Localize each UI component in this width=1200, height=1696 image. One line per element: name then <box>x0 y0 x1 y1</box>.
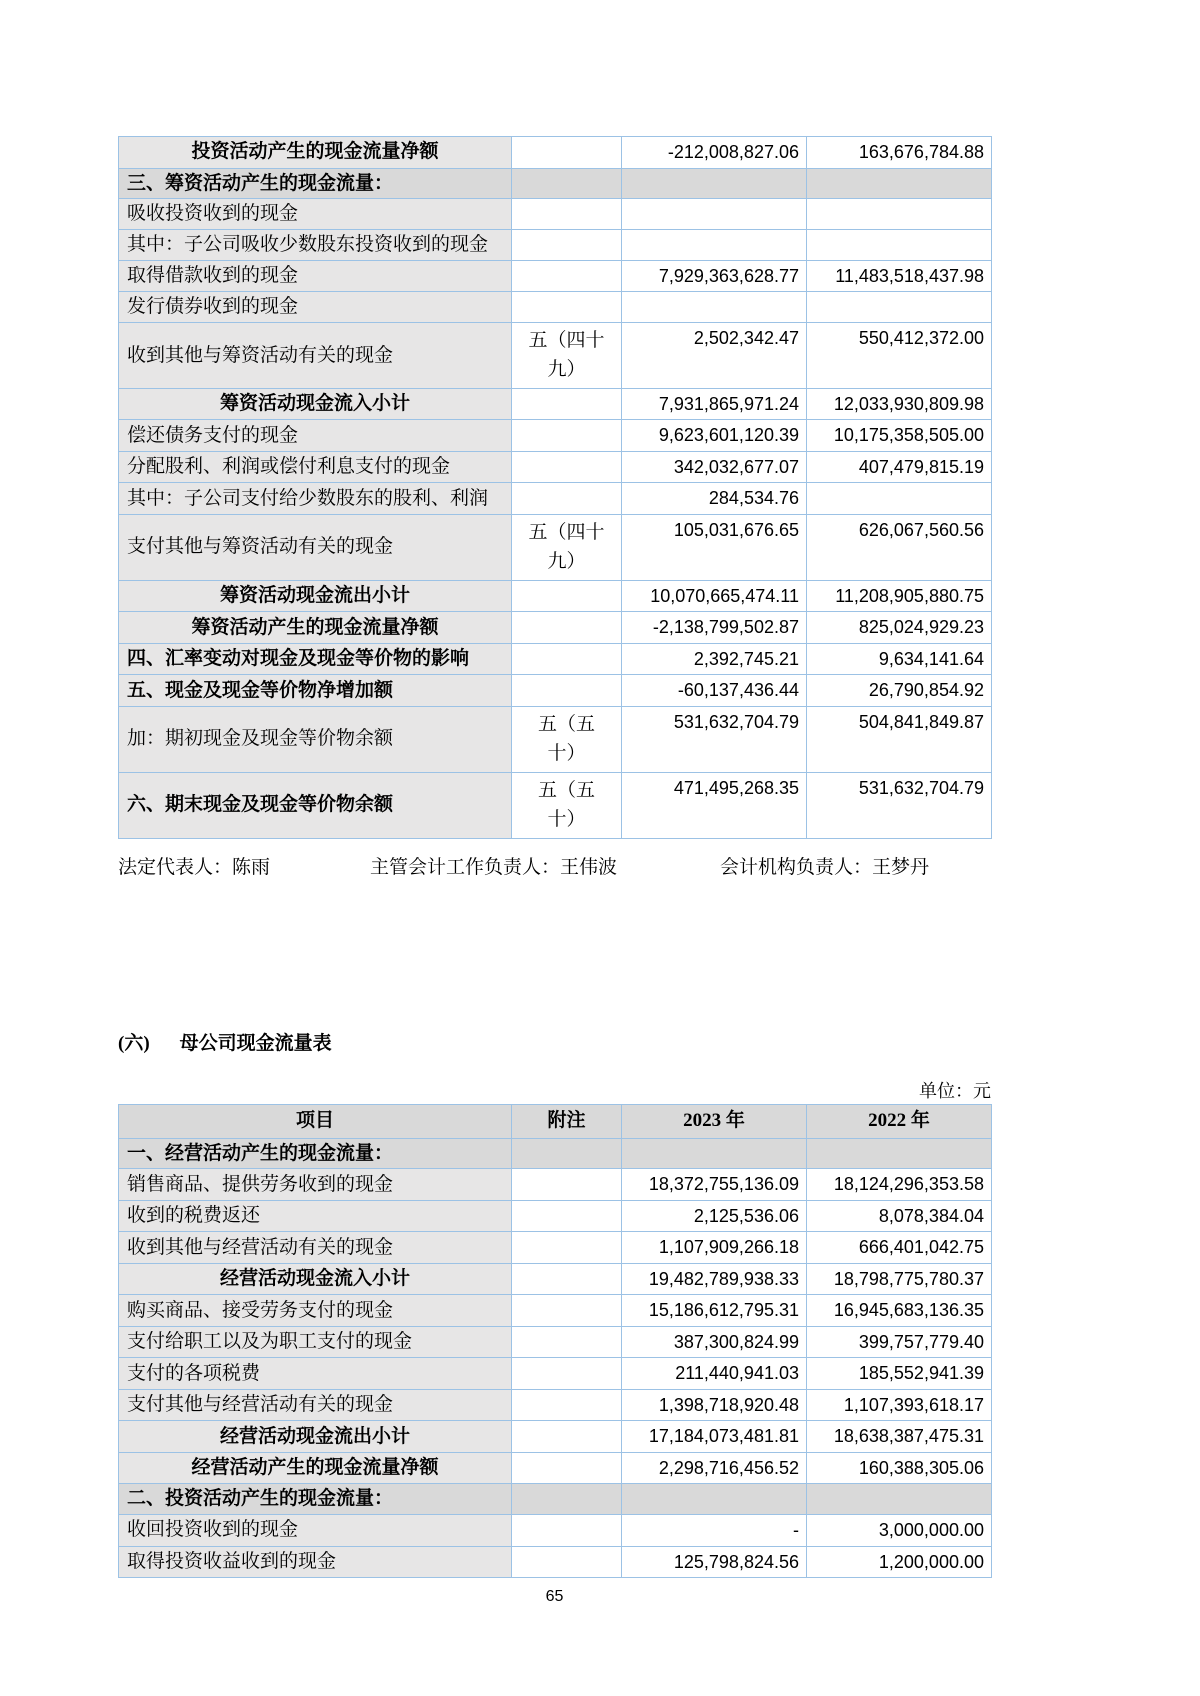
value-2022-cell: 3,000,000.00 <box>807 1515 992 1547</box>
value-2022-cell: 160,388,305.06 <box>807 1452 992 1484</box>
note-cell: 五（五十） <box>512 772 622 838</box>
value-2023-cell: 15,186,612,795.31 <box>622 1295 807 1327</box>
note-cell <box>512 1484 622 1515</box>
item-cell: 四、汇率变动对现金及现金等价物的影响 <box>119 643 512 675</box>
value-2023-cell: 18,372,755,136.09 <box>622 1169 807 1201</box>
table-row <box>119 1484 992 1515</box>
table-row <box>119 260 992 292</box>
value-2022-cell: 18,124,296,353.58 <box>807 1169 992 1201</box>
table-row <box>119 1546 992 1578</box>
value-2023-cell <box>622 1484 807 1515</box>
table-row <box>119 1421 992 1453</box>
value-2022-cell: 16,945,683,136.35 <box>807 1295 992 1327</box>
note-cell <box>512 230 622 261</box>
table-row <box>119 1515 992 1547</box>
note-cell <box>512 1138 622 1169</box>
item-cell: 五、现金及现金等价物净增加额 <box>119 675 512 707</box>
table-row <box>119 1263 992 1295</box>
column-header: 项目 <box>119 1104 512 1138</box>
value-2023-cell: - <box>622 1515 807 1547</box>
note-cell: 五（五十） <box>512 706 622 772</box>
note-cell <box>512 1515 622 1547</box>
item-cell: 取得借款收到的现金 <box>119 260 512 292</box>
value-2022-cell: 185,552,941.39 <box>807 1358 992 1390</box>
value-2022-cell: 626,067,560.56 <box>807 514 992 580</box>
item-cell: 分配股利、利润或偿付利息支付的现金 <box>119 451 512 483</box>
note-cell <box>512 420 622 452</box>
page-content <box>118 0 991 1606</box>
value-2023-cell <box>622 230 807 261</box>
note-cell <box>512 388 622 420</box>
item-cell: 支付其他与经营活动有关的现金 <box>119 1389 512 1421</box>
note-cell <box>512 1326 622 1358</box>
value-2022-cell: 666,401,042.75 <box>807 1232 992 1264</box>
value-2023-cell: 387,300,824.99 <box>622 1326 807 1358</box>
table-row <box>119 612 992 644</box>
value-2023-cell: -60,137,436.44 <box>622 675 807 707</box>
table-row <box>119 580 992 612</box>
value-2023-cell: 2,502,342.47 <box>622 323 807 389</box>
table-row <box>119 1138 992 1169</box>
value-2022-cell: 550,412,372.00 <box>807 323 992 389</box>
accounting-department-head-signature: 会计机构负责人：王梦丹 <box>720 856 930 878</box>
value-2023-cell: 125,798,824.56 <box>622 1546 807 1578</box>
note-cell <box>512 137 622 169</box>
table-row <box>119 230 992 261</box>
legal-representative-signature: 法定代表人：陈雨 <box>118 856 271 878</box>
value-2022-cell: 9,634,141.64 <box>807 643 992 675</box>
value-2022-cell <box>807 168 992 199</box>
item-cell: 二、投资活动产生的现金流量： <box>119 1484 512 1515</box>
note-cell: 五（四十九） <box>512 323 622 389</box>
table-row <box>119 1200 992 1232</box>
item-cell: 销售商品、提供劳务收到的现金 <box>119 1169 512 1201</box>
table-row <box>119 675 992 707</box>
note-cell: 五（四十九） <box>512 514 622 580</box>
value-2022-cell: 11,483,518,437.98 <box>807 260 992 292</box>
value-2022-cell: 26,790,854.92 <box>807 675 992 707</box>
value-2023-cell: -212,008,827.06 <box>622 137 807 169</box>
value-2023-cell: 2,125,536.06 <box>622 1200 807 1232</box>
value-2023-cell: 1,107,909,266.18 <box>622 1232 807 1264</box>
item-cell: 经营活动现金流出小计 <box>119 1421 512 1453</box>
parent-company-cashflow-table <box>118 1104 992 1579</box>
value-2023-cell: -2,138,799,502.87 <box>622 612 807 644</box>
value-2022-cell: 18,798,775,780.37 <box>807 1263 992 1295</box>
value-2023-cell: 2,298,716,456.52 <box>622 1452 807 1484</box>
section-heading-title: 母公司现金流量表 <box>179 1032 332 1054</box>
column-header: 附注 <box>512 1104 622 1138</box>
table-row <box>119 1389 992 1421</box>
item-cell: 筹资活动现金流入小计 <box>119 388 512 420</box>
note-cell <box>512 292 622 323</box>
value-2023-cell: 19,482,789,938.33 <box>622 1263 807 1295</box>
column-header: 2023 年 <box>622 1104 807 1138</box>
table-row <box>119 772 992 838</box>
value-2023-cell: 2,392,745.21 <box>622 643 807 675</box>
note-cell <box>512 1358 622 1390</box>
note-cell <box>512 168 622 199</box>
note-cell <box>512 1452 622 1484</box>
value-2023-cell: 105,031,676.65 <box>622 514 807 580</box>
value-2022-cell: 163,676,784.88 <box>807 137 992 169</box>
table-row <box>119 168 992 199</box>
item-cell: 筹资活动产生的现金流量净额 <box>119 612 512 644</box>
page-number: 65 <box>545 1588 564 1605</box>
value-2022-cell: 10,175,358,505.00 <box>807 420 992 452</box>
item-cell: 经营活动产生的现金流量净额 <box>119 1452 512 1484</box>
table-row <box>119 1326 992 1358</box>
value-2023-cell: 471,495,268.35 <box>622 772 807 838</box>
table-row <box>119 514 992 580</box>
table-row <box>119 1452 992 1484</box>
note-cell <box>512 675 622 707</box>
item-cell: 吸收投资收到的现金 <box>119 199 512 230</box>
value-2022-cell: 399,757,779.40 <box>807 1326 992 1358</box>
value-2022-cell <box>807 483 992 515</box>
item-cell: 一、经营活动产生的现金流量： <box>119 1138 512 1169</box>
value-2022-cell: 1,107,393,618.17 <box>807 1389 992 1421</box>
value-2022-cell <box>807 199 992 230</box>
value-2023-cell <box>622 168 807 199</box>
table-row <box>119 1232 992 1264</box>
item-cell: 取得投资收益收到的现金 <box>119 1546 512 1578</box>
table-row <box>119 323 992 389</box>
item-cell: 支付其他与筹资活动有关的现金 <box>119 514 512 580</box>
table-row <box>119 643 992 675</box>
note-cell <box>512 1200 622 1232</box>
table-row <box>119 388 992 420</box>
value-2022-cell: 825,024,929.23 <box>807 612 992 644</box>
chief-accounting-officer-signature: 主管会计工作负责人：王伟波 <box>370 856 618 878</box>
consolidated-cashflow-table-continued <box>118 136 992 839</box>
value-2023-cell: 211,440,941.03 <box>622 1358 807 1390</box>
item-cell: 其中：子公司支付给少数股东的股利、利润 <box>119 483 512 515</box>
item-cell: 收到其他与经营活动有关的现金 <box>119 1232 512 1264</box>
value-2022-cell <box>807 230 992 261</box>
table-row <box>119 706 992 772</box>
note-cell <box>512 1295 622 1327</box>
value-2023-cell: 342,032,677.07 <box>622 451 807 483</box>
item-cell: 支付的各项税费 <box>119 1358 512 1390</box>
value-2023-cell: 10,070,665,474.11 <box>622 580 807 612</box>
table-row <box>119 483 992 515</box>
value-2022-cell <box>807 1138 992 1169</box>
value-2022-cell: 8,078,384.04 <box>807 1200 992 1232</box>
table-row <box>119 451 992 483</box>
item-cell: 支付给职工以及为职工支付的现金 <box>119 1326 512 1358</box>
column-header: 2022 年 <box>807 1104 992 1138</box>
table-row <box>119 420 992 452</box>
item-cell: 其中：子公司吸收少数股东投资收到的现金 <box>119 230 512 261</box>
section-heading <box>118 1028 991 1055</box>
value-2022-cell <box>807 292 992 323</box>
note-cell <box>512 643 622 675</box>
value-2022-cell: 18,638,387,475.31 <box>807 1421 992 1453</box>
value-2023-cell <box>622 292 807 323</box>
note-cell <box>512 1169 622 1201</box>
item-cell: 三、筹资活动产生的现金流量： <box>119 168 512 199</box>
table-row <box>119 137 992 169</box>
item-cell: 投资活动产生的现金流量净额 <box>119 137 512 169</box>
section-heading-index: (六) <box>118 1032 150 1054</box>
note-cell <box>512 1546 622 1578</box>
value-2022-cell: 12,033,930,809.98 <box>807 388 992 420</box>
item-cell: 购买商品、接受劳务支付的现金 <box>119 1295 512 1327</box>
item-cell: 发行债券收到的现金 <box>119 292 512 323</box>
value-2023-cell: 17,184,073,481.81 <box>622 1421 807 1453</box>
signature-line <box>118 852 991 876</box>
value-2023-cell: 284,534.76 <box>622 483 807 515</box>
note-cell <box>512 1232 622 1264</box>
table-row <box>119 1169 992 1201</box>
value-2023-cell <box>622 199 807 230</box>
item-cell: 加：期初现金及现金等价物余额 <box>119 706 512 772</box>
value-2022-cell <box>807 1484 992 1515</box>
value-2023-cell: 7,929,363,628.77 <box>622 260 807 292</box>
value-2023-cell: 531,632,704.79 <box>622 706 807 772</box>
value-2023-cell: 7,931,865,971.24 <box>622 388 807 420</box>
item-cell: 偿还债务支付的现金 <box>119 420 512 452</box>
note-cell <box>512 260 622 292</box>
value-2022-cell: 1,200,000.00 <box>807 1546 992 1578</box>
item-cell: 筹资活动现金流出小计 <box>119 580 512 612</box>
value-2022-cell: 504,841,849.87 <box>807 706 992 772</box>
unit-label: 单位：元 <box>919 1080 991 1101</box>
value-2023-cell <box>622 1138 807 1169</box>
item-cell: 收到的税费返还 <box>119 1200 512 1232</box>
note-cell <box>512 1263 622 1295</box>
value-2022-cell: 531,632,704.79 <box>807 772 992 838</box>
item-cell: 收到其他与筹资活动有关的现金 <box>119 323 512 389</box>
table-header-row <box>119 1104 992 1138</box>
value-2023-cell: 9,623,601,120.39 <box>622 420 807 452</box>
table-row <box>119 292 992 323</box>
note-cell <box>512 580 622 612</box>
note-cell <box>512 199 622 230</box>
table-row <box>119 1295 992 1327</box>
note-cell <box>512 1421 622 1453</box>
item-cell: 六、期末现金及现金等价物余额 <box>119 772 512 838</box>
table-row <box>119 199 992 230</box>
note-cell <box>512 483 622 515</box>
table-row <box>119 1358 992 1390</box>
note-cell <box>512 451 622 483</box>
value-2022-cell: 11,208,905,880.75 <box>807 580 992 612</box>
value-2022-cell: 407,479,815.19 <box>807 451 992 483</box>
item-cell: 经营活动现金流入小计 <box>119 1263 512 1295</box>
note-cell <box>512 612 622 644</box>
note-cell <box>512 1389 622 1421</box>
item-cell: 收回投资收到的现金 <box>119 1515 512 1547</box>
value-2023-cell: 1,398,718,920.48 <box>622 1389 807 1421</box>
